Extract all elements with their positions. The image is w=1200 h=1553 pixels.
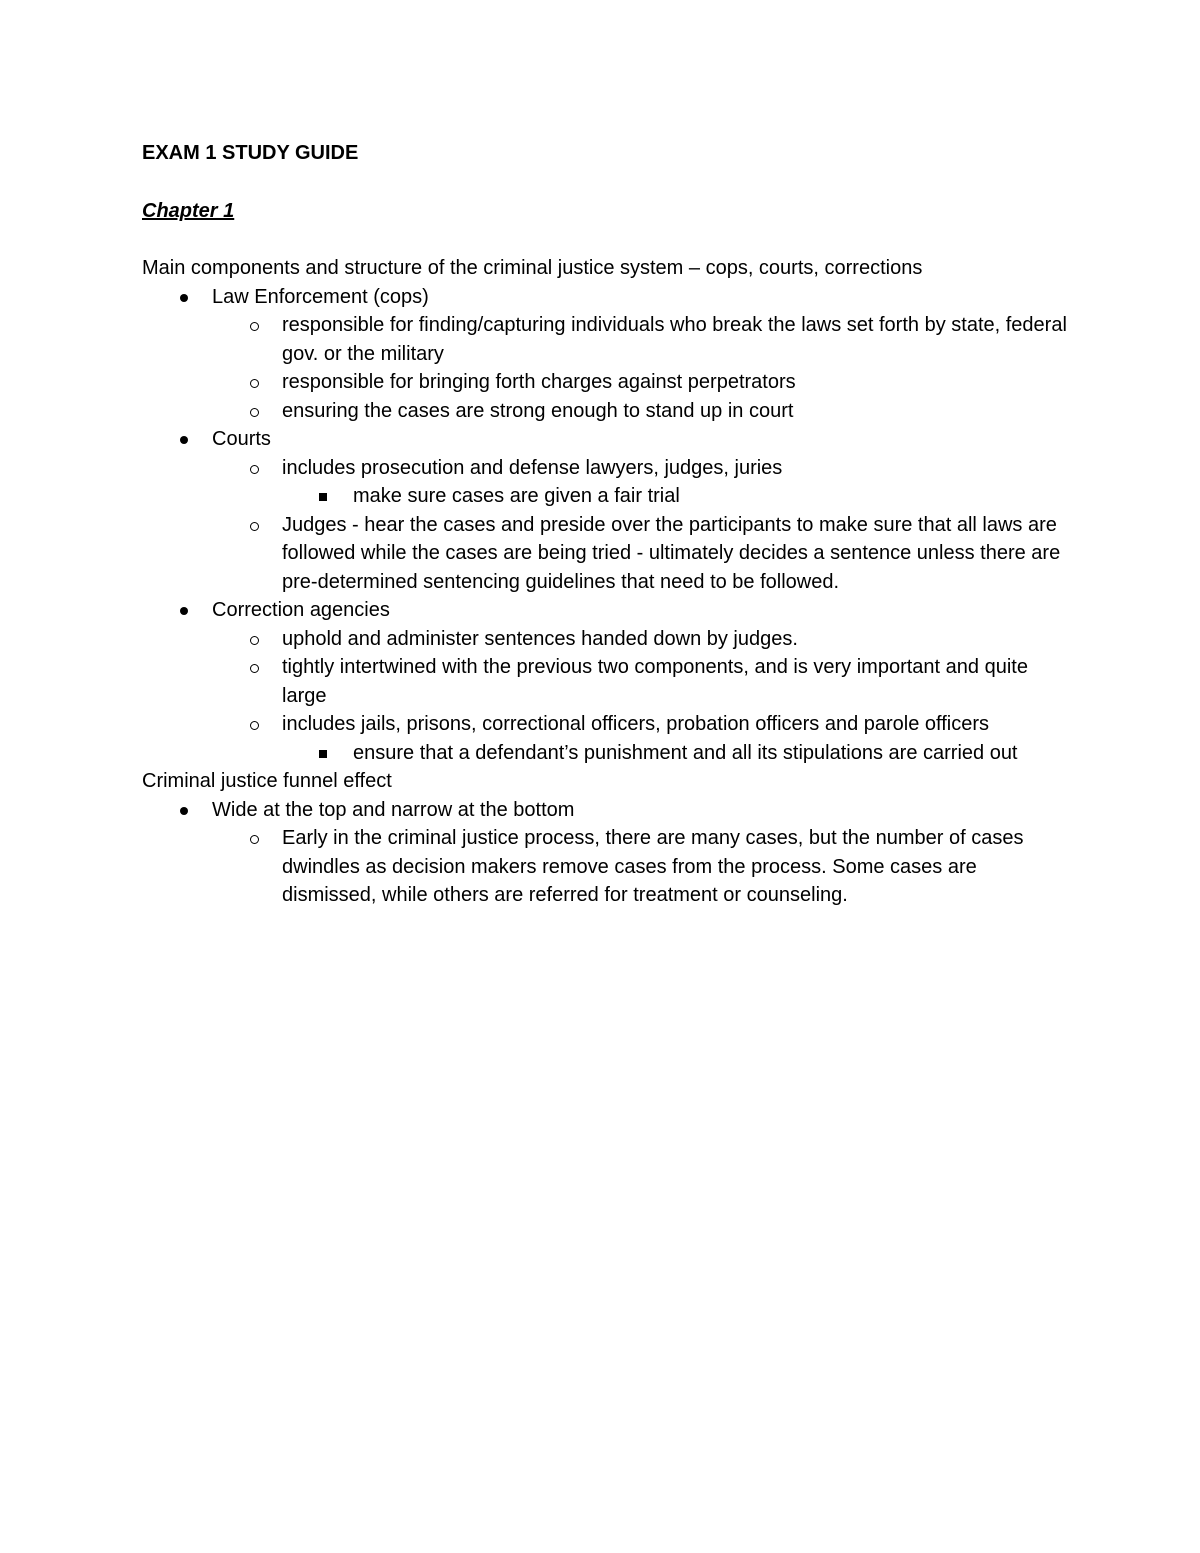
list-item <box>142 397 1072 426</box>
list-item-corrections <box>142 596 1072 625</box>
list-item <box>142 482 1072 511</box>
list-item <box>142 824 1072 910</box>
list-item-funnel <box>142 796 1072 825</box>
list-item-text: uphold and administer sentences handed down by judges. <box>282 627 798 650</box>
circle-bullet-icon <box>248 454 268 483</box>
list-item-label: Correction agencies <box>212 599 390 621</box>
list-item <box>142 311 1072 368</box>
list-item-courts <box>142 425 1072 454</box>
list-item <box>142 511 1072 597</box>
list-item-text: ensuring the cases are strong enough to stand up in court <box>282 399 794 422</box>
list-item <box>142 653 1072 710</box>
list-item-label: Law Enforcement (cops) <box>212 285 429 308</box>
list-item <box>142 739 1072 768</box>
list-item <box>142 625 1072 654</box>
intro-paragraph: Main components and structure of the criminal justice system – cops, courts, corrections <box>142 257 923 279</box>
list-item <box>142 368 1072 397</box>
list-item-text: responsible for bringing forth charges against perpetrators <box>282 371 796 393</box>
circle-bullet-icon <box>248 625 268 654</box>
document-title: EXAM 1 STUDY GUIDE <box>142 142 359 164</box>
list-item-text: tightly intertwined with the previous two components, and is very important and quite large <box>282 656 1028 707</box>
circle-bullet-icon <box>248 397 268 426</box>
disc-bullet-icon <box>178 283 198 312</box>
disc-bullet-icon <box>178 796 198 825</box>
list-item-text: includes prosecution and defense lawyers, judges, juries <box>282 456 783 479</box>
funnel-heading: Criminal justice funnel effect <box>142 770 392 792</box>
square-bullet-icon <box>317 482 337 511</box>
list-item-label: Wide at the top and narrow at the bottom <box>212 798 575 821</box>
list-item <box>142 710 1072 739</box>
list-item-text: make sure cases are given a fair trial <box>353 485 680 507</box>
list-item-text: responsible for finding/capturing individuals who break the laws set forth by state, federal gov. or the military <box>282 314 1067 365</box>
list-item-text: includes jails, prisons, correctional officers, probation officers and parole officers <box>282 713 990 735</box>
circle-bullet-icon <box>248 311 268 340</box>
disc-bullet-icon <box>178 425 198 454</box>
chapter-heading: Chapter 1 <box>142 200 235 222</box>
list-item-label: Courts <box>212 428 271 450</box>
document-body <box>142 254 1072 910</box>
list-item <box>142 454 1072 483</box>
circle-bullet-icon <box>248 368 268 397</box>
circle-bullet-icon <box>248 511 268 540</box>
disc-bullet-icon <box>178 596 198 625</box>
circle-bullet-icon <box>248 653 268 682</box>
list-item-text: Judges - hear the cases and preside over the participants to make sure that all laws are followed while the cases are being tried - ultimately decides a sentence unless there are pre-determined sentencing guidelines that need to be followed. <box>282 513 1061 593</box>
list-item-law-enforcement <box>142 283 1072 312</box>
list-item-text: ensure that a defendant’s punishment and all its stipulations are carried out <box>353 741 1018 764</box>
circle-bullet-icon <box>248 710 268 739</box>
circle-bullet-icon <box>248 824 268 853</box>
list-item-text: Early in the criminal justice process, there are many cases, but the number of cases dwindles as decision makers remove cases from the process. Some cases are dismissed, while others are referred for treatment or counseling. <box>282 827 1024 906</box>
square-bullet-icon <box>317 739 337 768</box>
